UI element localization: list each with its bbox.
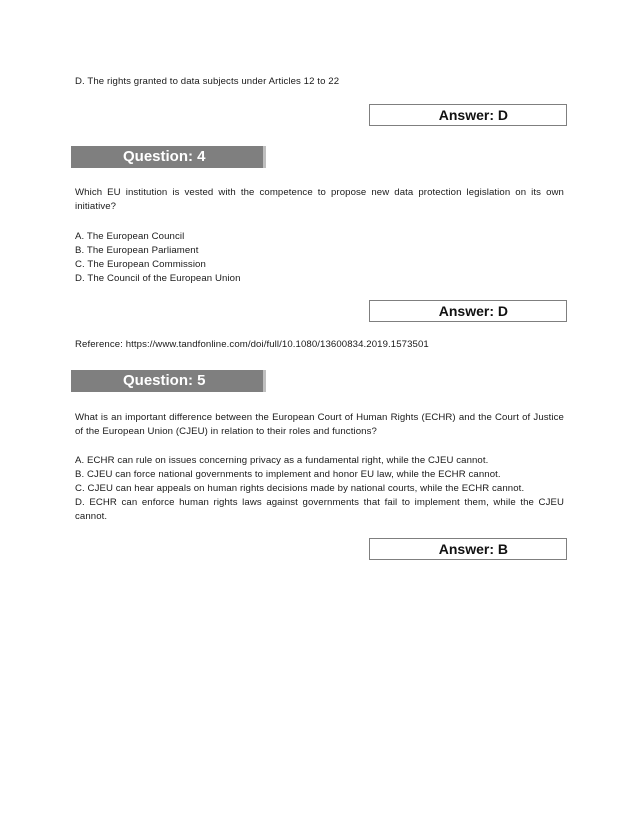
q4-question-text: Which EU institution is vested with the competence to propose new data protection legislation on its own initiative?	[75, 187, 564, 213]
q5-header-label: Question: 5	[123, 372, 206, 389]
q4-option-d: D. The Council of the European Union	[75, 273, 241, 284]
q4-header-label: Question: 4	[123, 148, 206, 165]
q3-option-d: D. The rights granted to data subjects under Articles 12 to 22	[75, 76, 340, 87]
q4-option-a: A. The European Council	[75, 231, 185, 242]
q4-answer-label: Answer: D	[438, 303, 508, 319]
q5-question-text: What is an important difference between the European Court of Human Rights (ECHR) and the Court of Justice of the European Union (CJEU) in relation to their roles and functions?	[75, 412, 564, 438]
q4-header-bar	[71, 146, 266, 168]
q5-option-c: C. CJEU can hear appeals on human rights decisions made by national courts, while the ECHR cannot.	[75, 483, 525, 494]
q5-option-a: A. ECHR can rule on issues concerning privacy as a fundamental right, while the CJEU cannot.	[75, 455, 489, 466]
q5-answer-box	[369, 538, 567, 560]
q5-answer-label: Answer: B	[438, 541, 508, 557]
q4-option-b: B. The European Parliament	[75, 245, 199, 256]
q5-option-d: D. ECHR can enforce human rights laws against governments that fail to implement them, while the CJEU cannot.	[75, 497, 564, 523]
q5-header-bar	[71, 370, 266, 392]
q5-option-b: B. CJEU can force national governments to implement and honor EU law, while the ECHR cannot.	[75, 469, 501, 480]
q4-option-c: C. The European Commission	[75, 259, 206, 270]
q3-answer-box	[369, 104, 567, 126]
q3-answer-label: Answer: D	[438, 107, 508, 123]
q4-reference: Reference: https://www.tandfonline.com/doi/full/10.1080/13600834.2019.1573501	[75, 339, 429, 350]
q4-answer-box	[369, 300, 567, 322]
